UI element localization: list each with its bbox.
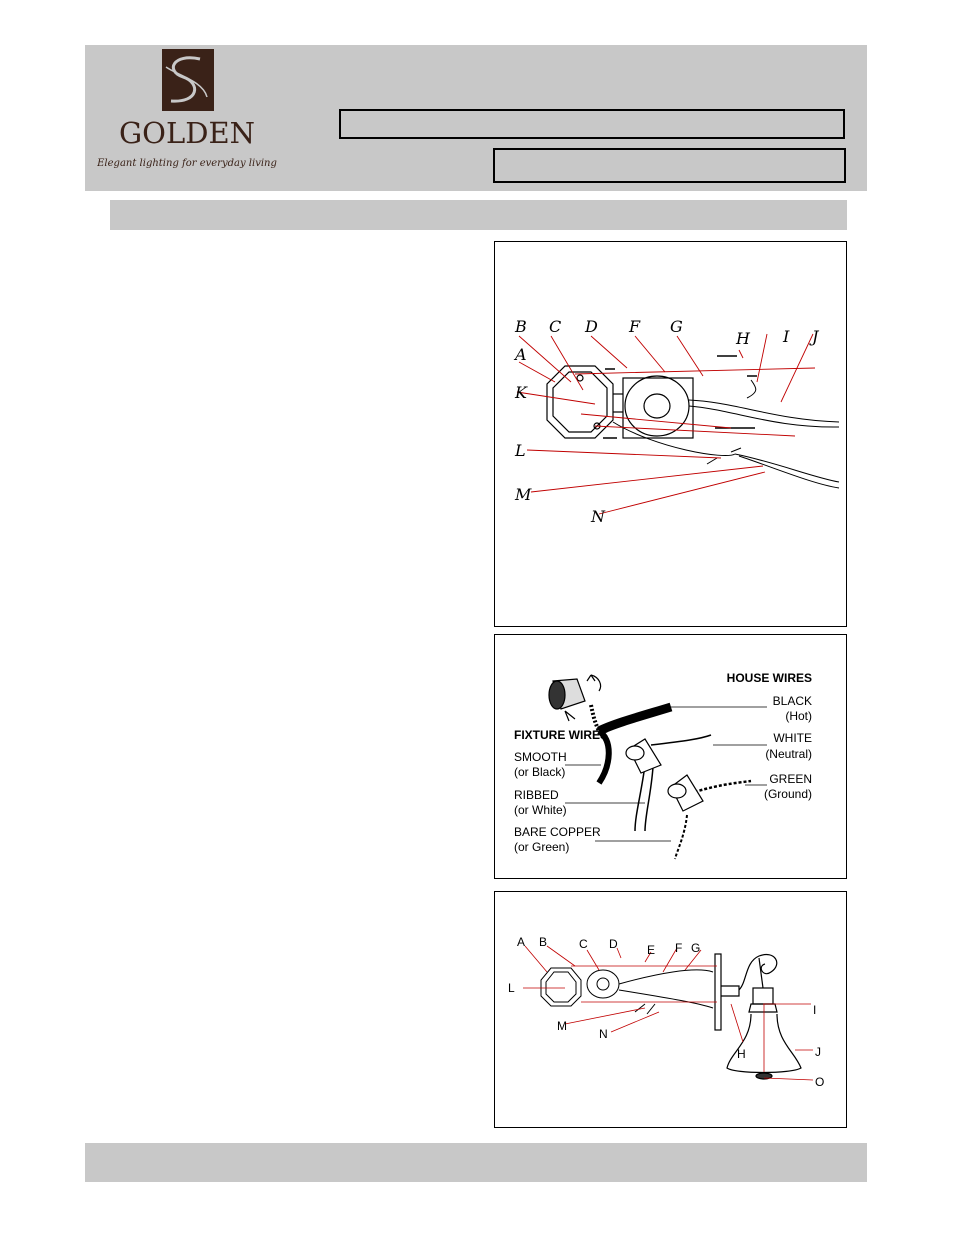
label-C: C [579, 937, 588, 951]
title-box [339, 109, 845, 139]
wire-nuts [626, 739, 703, 811]
label-D: D [585, 317, 598, 336]
label-G: G [691, 941, 701, 955]
label-D: D [609, 937, 618, 951]
label-M: M [557, 1019, 567, 1033]
label-B: B [539, 935, 548, 949]
mounting-diagram-panel [494, 241, 847, 627]
wires [619, 970, 713, 1014]
label-B: B [515, 317, 527, 336]
label-A: A [517, 935, 526, 949]
subtitle-box [493, 148, 846, 183]
or-black-label: (or Black) [514, 765, 566, 779]
fixture-wires-heading: FIXTURE WIRES [514, 728, 609, 742]
label-H: H [737, 1047, 746, 1061]
label-I: I [813, 1003, 817, 1017]
label-L: L [508, 981, 515, 995]
label-J: J [812, 327, 819, 346]
golden-logo [97, 45, 277, 191]
ribbed-label: RIBBED [514, 788, 559, 802]
label-M: M [515, 485, 532, 504]
logo-wordmark: GOLDEN [119, 116, 255, 150]
wall-bracket [715, 954, 777, 1030]
label-L: L [515, 441, 526, 460]
logo-tagline: Elegant lighting for everyday living [97, 158, 277, 169]
smooth-label: SMOOTH [514, 750, 567, 764]
footer-band [85, 1143, 867, 1182]
label-F: F [629, 317, 641, 336]
or-white-label: (or White) [514, 803, 567, 817]
label-A: A [515, 345, 527, 364]
label-N: N [591, 507, 605, 526]
section-band [110, 200, 847, 230]
label-J: J [815, 1045, 821, 1059]
junction-box [541, 968, 581, 1006]
mounting-plate [587, 970, 619, 998]
or-green-label: (or Green) [514, 840, 570, 854]
label-H: H [736, 329, 750, 348]
label-I: I [783, 327, 790, 346]
leader-lines [523, 946, 813, 1080]
label-G: G [670, 317, 683, 336]
house-wires [599, 707, 751, 795]
hot-label: (Hot) [785, 709, 812, 723]
white-label: WHITE [773, 731, 812, 745]
label-O: O [815, 1075, 825, 1089]
label-C: C [549, 317, 562, 336]
ground-label: (Ground) [763, 787, 812, 801]
label-E: E [647, 943, 656, 957]
bare-copper-label: BARE COPPER [514, 825, 601, 839]
green-label: GREEN [769, 772, 812, 786]
wiring-diagram-panel [494, 634, 847, 879]
label-N: N [599, 1027, 608, 1041]
label-F: F [675, 941, 683, 955]
black-label: BLACK [772, 694, 812, 708]
label-K: K [515, 383, 527, 402]
neutral-label: (Neutral) [765, 747, 812, 761]
assembly-diagram-panel [494, 891, 847, 1128]
house-wires-heading: HOUSE WIRES [726, 671, 812, 685]
